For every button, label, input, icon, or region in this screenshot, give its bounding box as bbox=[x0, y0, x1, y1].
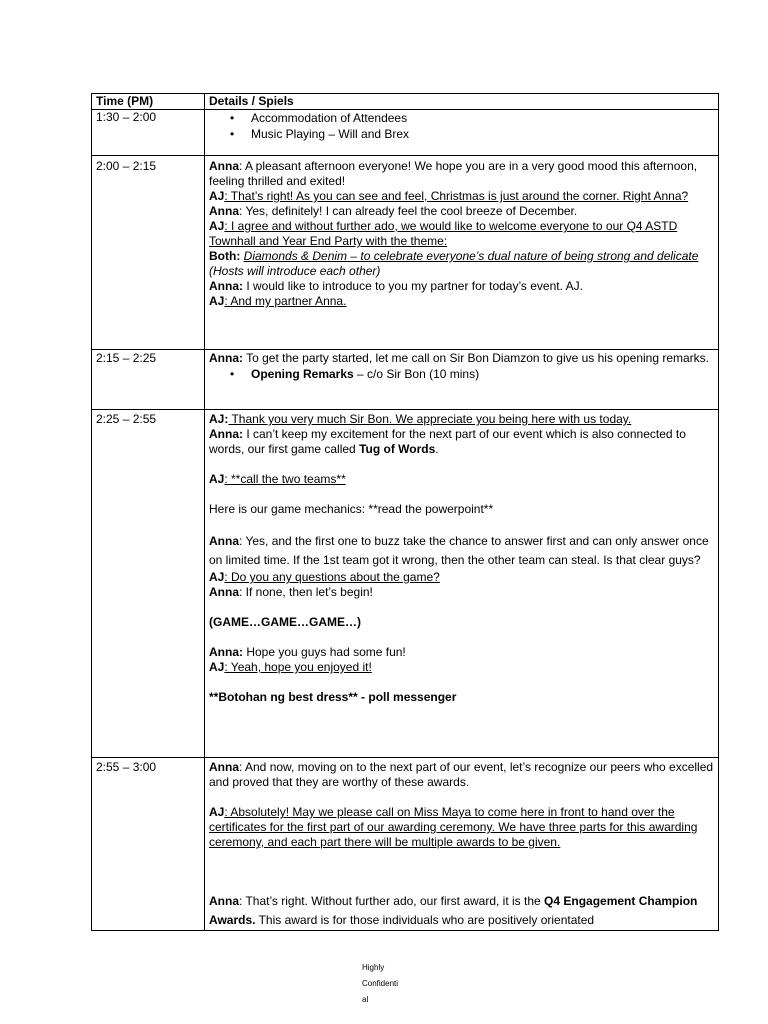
stage-direction: (Hosts will introduce each other) bbox=[209, 264, 381, 278]
spiel-text: I would like to introduce to you my partner for today’s event. AJ. bbox=[243, 279, 583, 293]
speaker-name: Anna: bbox=[209, 645, 243, 659]
spiel-line bbox=[209, 412, 714, 427]
details-cell bbox=[205, 758, 719, 931]
footer-line: Confidenti bbox=[362, 979, 399, 988]
agenda-item-detail: – c/o Sir Bon (10 mins) bbox=[353, 367, 480, 381]
confidentiality-footer bbox=[362, 960, 402, 1008]
spiel-line bbox=[209, 760, 714, 790]
spiel-line bbox=[209, 472, 714, 487]
time-cell: 2:15 – 2:25 bbox=[92, 350, 205, 410]
time-header: Time (PM) bbox=[92, 94, 205, 110]
time-cell: 2:00 – 2:15 bbox=[92, 156, 205, 350]
details-cell bbox=[205, 110, 719, 156]
details-cell bbox=[205, 410, 719, 758]
speaker-name: AJ bbox=[209, 219, 225, 233]
spiel-text: : **call the two teams** bbox=[224, 472, 346, 486]
spacer bbox=[209, 675, 714, 690]
spacer bbox=[209, 487, 714, 502]
spiel-text: : That’s right. Without further ado, our first award, it is the bbox=[239, 894, 545, 908]
mechanics-line: Here is our game mechanics: **read the powerpoint** bbox=[209, 502, 494, 516]
speaker-name: Both: bbox=[209, 249, 241, 263]
spiel-line bbox=[209, 585, 714, 600]
time-cell: 2:25 – 2:55 bbox=[92, 410, 205, 758]
speaker-name: Anna bbox=[209, 204, 239, 218]
spiel-line bbox=[209, 645, 714, 660]
list-item: • Music Playing – Will and Brex bbox=[251, 126, 714, 142]
table-row bbox=[92, 350, 719, 410]
details-header: Details / Spiels bbox=[205, 94, 719, 110]
list-item bbox=[251, 366, 714, 382]
bullet-list bbox=[209, 366, 714, 382]
spiel-text: : And now, moving on to the next part of our event, let’s recognize our peers who excelled and proved that they are worthy of these awards. bbox=[209, 760, 714, 789]
spacer bbox=[209, 457, 714, 472]
spiel-text: To get the party started, let me call on Sir Bon Diamzon to give us his opening remarks. bbox=[243, 351, 710, 365]
spiel-text: I can’t keep my excitement for the next part of our event which is also connected to words, our first game called bbox=[209, 427, 686, 456]
award-name: Q4 Engagement Champion Awards. bbox=[209, 894, 698, 927]
spiel-text: This award is for those individuals who are positively orientated bbox=[255, 913, 595, 927]
speaker-name: Anna bbox=[209, 585, 239, 599]
footer-line: al bbox=[362, 995, 369, 1004]
spacer bbox=[209, 790, 714, 805]
spiel-text: : If none, then let’s begin! bbox=[239, 585, 373, 599]
theme-text: Diamonds & Denim – to celebrate everyone’s dual nature of being strong and delicate bbox=[243, 249, 699, 263]
spiel-line bbox=[209, 351, 714, 366]
table-row bbox=[92, 410, 719, 758]
time-cell: 2:55 – 3:00 bbox=[92, 758, 205, 931]
table-row bbox=[92, 758, 719, 931]
spiel-line bbox=[209, 219, 714, 249]
speaker-name: AJ bbox=[209, 294, 225, 308]
spacer bbox=[209, 850, 714, 865]
spiel-text: : Do you any questions about the game? bbox=[224, 570, 440, 584]
list-item: • Accommodation of Attendees bbox=[251, 110, 714, 126]
speaker-name: AJ bbox=[209, 570, 225, 584]
game-line: (GAME…GAME…GAME…) bbox=[209, 615, 361, 629]
speaker-name: AJ bbox=[209, 189, 225, 203]
spiel-line bbox=[209, 249, 714, 264]
footer-line: Highly bbox=[362, 963, 385, 972]
spiel-line bbox=[209, 159, 714, 189]
table-row bbox=[92, 110, 719, 156]
spiel-line bbox=[209, 805, 714, 850]
speaker-name: AJ bbox=[209, 660, 225, 674]
speaker-name: AJ bbox=[209, 472, 225, 486]
spiel-line bbox=[209, 294, 714, 309]
game-name: Tug of Words bbox=[359, 442, 436, 456]
speaker-name: Anna bbox=[209, 159, 239, 173]
spacer bbox=[209, 600, 714, 615]
spiel-text: : And my partner Anna. bbox=[224, 294, 347, 308]
speaker-name: AJ bbox=[209, 805, 225, 819]
spiel-text: Thank you very much Sir Bon. We appreciate you being here with us today. bbox=[228, 412, 632, 426]
header-row bbox=[92, 94, 719, 110]
spiel-text: Hope you guys had some fun! bbox=[243, 645, 406, 659]
spiel-text: : Absolutely! May we please call on Miss Maya to come here in front to hand over the certificates for the first part of our awarding ceremony. We have three parts for this awarding ceremony, and each part there will be multiple awards to be given. bbox=[209, 805, 698, 849]
spacer bbox=[209, 865, 714, 877]
speaker-name: Anna: bbox=[209, 279, 243, 293]
table-row bbox=[92, 156, 719, 350]
spiel-line bbox=[209, 189, 714, 204]
spiel-text: : Yeah, hope you enjoyed it! bbox=[224, 660, 372, 674]
spiel-text: : I agree and without further ado, we would like to welcome everyone to our Q4 ASTD Townhall and Year End Party with the theme: bbox=[209, 219, 678, 248]
bullet-list bbox=[209, 110, 714, 142]
spiel-line bbox=[209, 427, 714, 457]
spiel-line bbox=[209, 279, 714, 294]
speaker-name: Anna bbox=[209, 894, 239, 908]
spiel-line bbox=[209, 660, 714, 675]
spiel-line bbox=[209, 892, 714, 930]
speaker-name: Anna: bbox=[209, 351, 243, 365]
spacer bbox=[209, 517, 714, 532]
spacer bbox=[209, 877, 714, 892]
spiel-text: : Yes, definitely! I can already feel the cool breeze of December. bbox=[239, 204, 578, 218]
spiel-text: : A pleasant afternoon everyone! We hope you are in a very good mood this afternoon, feeling thrilled and exited! bbox=[209, 159, 698, 188]
spiel-line bbox=[209, 204, 714, 219]
speaker-name: Anna bbox=[209, 760, 239, 774]
details-cell bbox=[205, 156, 719, 350]
spiel-text: : Yes, and the first one to buzz take the chance to answer first and can only answer once on limited time. If the 1st team got it wrong, then the other team can steal. Is that clear guys? bbox=[209, 534, 709, 567]
speaker-name: Anna bbox=[209, 534, 239, 548]
speaker-name: Anna: bbox=[209, 427, 243, 441]
spiel-text: : That’s right! As you can see and feel, Christmas is just around the corner. Right Anna? bbox=[224, 189, 689, 203]
poll-line: **Botohan ng best dress** - poll messenger bbox=[209, 690, 457, 704]
spiel-line bbox=[209, 570, 714, 585]
speaker-name: AJ: bbox=[209, 412, 229, 426]
spacer bbox=[209, 630, 714, 645]
spiel-line bbox=[209, 532, 714, 570]
period-text: . bbox=[435, 442, 439, 456]
time-cell: 1:30 – 2:00 bbox=[92, 110, 205, 156]
agenda-item-title: Opening Remarks bbox=[251, 367, 354, 381]
details-cell bbox=[205, 350, 719, 410]
schedule-table bbox=[91, 93, 719, 931]
